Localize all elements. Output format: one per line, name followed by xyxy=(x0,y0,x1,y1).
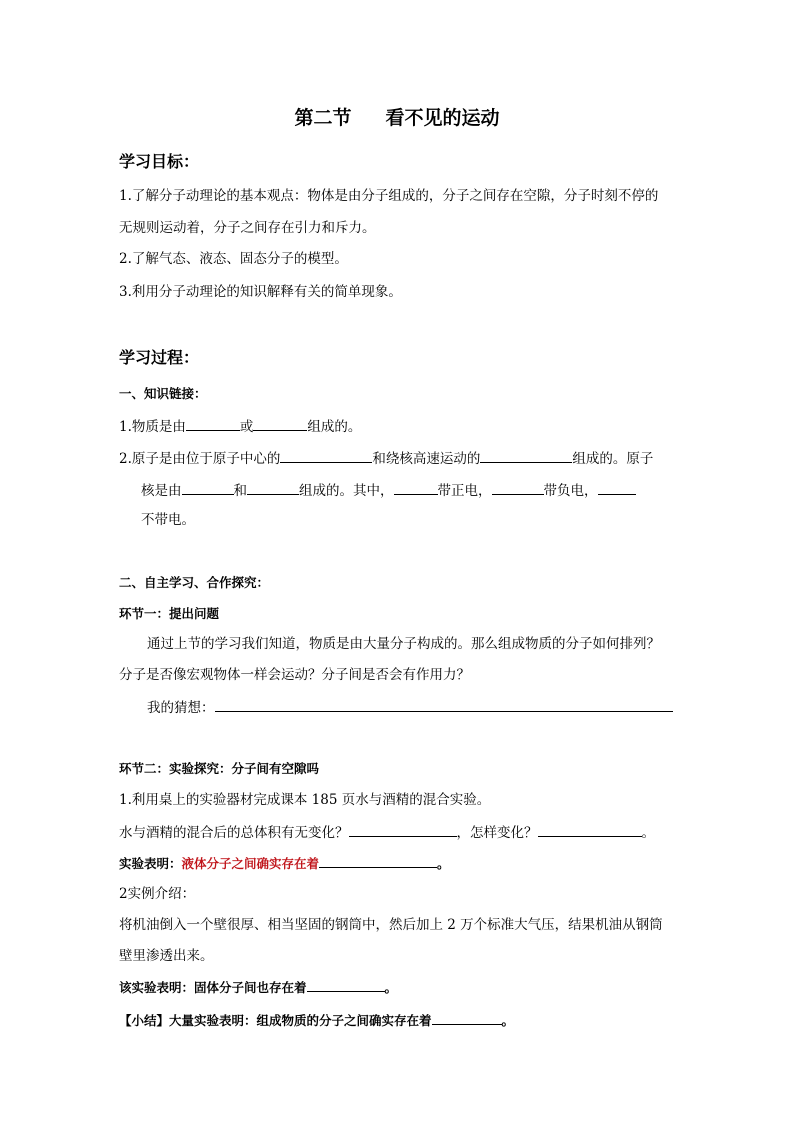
question-2-text-h: 带负电， xyxy=(543,483,598,499)
question-2-text-e: 和 xyxy=(233,483,247,499)
answer-blank[interactable] xyxy=(394,480,438,495)
objective-3: 3.利用分子动理论的知识解释有关的简单现象。 xyxy=(119,284,402,300)
question-2-line-2 xyxy=(141,480,636,501)
answer-blank[interactable] xyxy=(253,416,307,431)
objective-1-line-1: 1.了解分子动理论的基本观点：物体是由分子组成的，分子之间存在空隙，分子时刻不停的 xyxy=(119,188,659,204)
answer-blank[interactable] xyxy=(480,448,572,463)
answer-blank[interactable] xyxy=(247,480,299,495)
solid-result-text: 该实验表明：固体分子间也存在着 xyxy=(119,980,307,995)
answer-blank[interactable] xyxy=(598,480,636,495)
answer-blank[interactable] xyxy=(492,480,544,495)
question-1-text-c: 组成的。 xyxy=(307,419,362,435)
question-1-text-a: 1.物质是由 xyxy=(119,419,186,435)
guess-line xyxy=(147,697,673,718)
question-2-text-g: 带正电， xyxy=(437,483,492,499)
example-line-2: 壁里渗透出来。 xyxy=(119,948,214,964)
objective-1-line-2: 无规则运动着，分子之间存在引力和斥力。 xyxy=(119,220,376,236)
solid-result xyxy=(119,977,397,998)
question-2-text-b: 和绕核高速运动的 xyxy=(372,451,481,467)
question-2-text-d: 核是由 xyxy=(141,483,182,499)
explore-heading: 二、自主学习、合作探究： xyxy=(119,575,270,590)
step-1-heading: 环节一：提出问题 xyxy=(119,606,220,621)
example-line-1: 将机油倒入一个壁很厚、相当坚固的钢筒中，然后加上 2 万个标准大气压，结果机油从钢筒 xyxy=(119,917,663,933)
question-2-text-f: 组成的。其中， xyxy=(299,483,394,499)
solid-result-end: 。 xyxy=(384,980,398,995)
answer-blank[interactable] xyxy=(307,977,385,992)
volume-question xyxy=(119,822,655,843)
result-label: 实验表明： xyxy=(119,856,182,871)
answer-blank[interactable] xyxy=(538,822,642,837)
guess-blank[interactable] xyxy=(215,697,673,712)
answer-blank[interactable] xyxy=(432,1010,502,1025)
question-2-text-c: 组成的。原子 xyxy=(572,451,654,467)
answer-blank[interactable] xyxy=(186,416,240,431)
answer-blank[interactable] xyxy=(280,448,372,463)
question-1 xyxy=(119,416,361,437)
step-1-paragraph-line-2: 分子是否像宏观物体一样会运动？分子间是否会有作用力？ xyxy=(119,667,470,683)
question-2-text-a: 2.原子是由位于原子中心的 xyxy=(119,451,281,467)
summary-end: 。 xyxy=(501,1013,515,1028)
process-heading: 学习过程： xyxy=(119,348,200,367)
step-1-paragraph-line-1: 通过上节的学习我们知道，物质是由大量分子构成的。那么组成物质的分子如何排列？ xyxy=(147,636,660,652)
question-2-line-1 xyxy=(119,448,653,469)
experiment-result xyxy=(119,853,450,874)
title-topic: 看不见的运动 xyxy=(385,107,500,129)
result-end: 。 xyxy=(437,856,450,871)
guess-label: 我的猜想： xyxy=(147,700,215,716)
page-title xyxy=(0,104,794,132)
title-section: 第二节 xyxy=(294,107,352,129)
question-1-text-b: 或 xyxy=(239,419,254,435)
volume-question-text-a: 水与酒精的混合后的总体积有无变化？ xyxy=(119,825,349,841)
objectives-heading: 学习目标： xyxy=(119,152,200,171)
answer-blank[interactable] xyxy=(182,480,234,495)
answer-blank[interactable] xyxy=(319,853,437,868)
summary xyxy=(119,1010,514,1031)
objective-2: 2.了解气态、液态、固态分子的模型。 xyxy=(119,251,348,267)
example-heading: 2实例介绍： xyxy=(119,886,196,902)
knowledge-link-heading: 一、知识链接： xyxy=(119,386,207,401)
volume-question-text-b: ，怎样变化？ xyxy=(456,825,538,841)
question-2-line-3: 不带电。 xyxy=(141,512,195,528)
step-2-heading: 环节二：实验探究：分子间有空隙吗 xyxy=(119,761,320,776)
summary-text: 【小结】大量实验表明：组成物质的分子之间确实存在着 xyxy=(119,1013,432,1028)
volume-question-text-c: 。 xyxy=(641,825,655,841)
experiment-1: 1.利用桌上的实验器材完成课本 185 页水与酒精的混合实验。 xyxy=(119,792,491,808)
result-text: 液体分子之间确实存在着 xyxy=(181,856,320,871)
answer-blank[interactable] xyxy=(349,822,457,837)
